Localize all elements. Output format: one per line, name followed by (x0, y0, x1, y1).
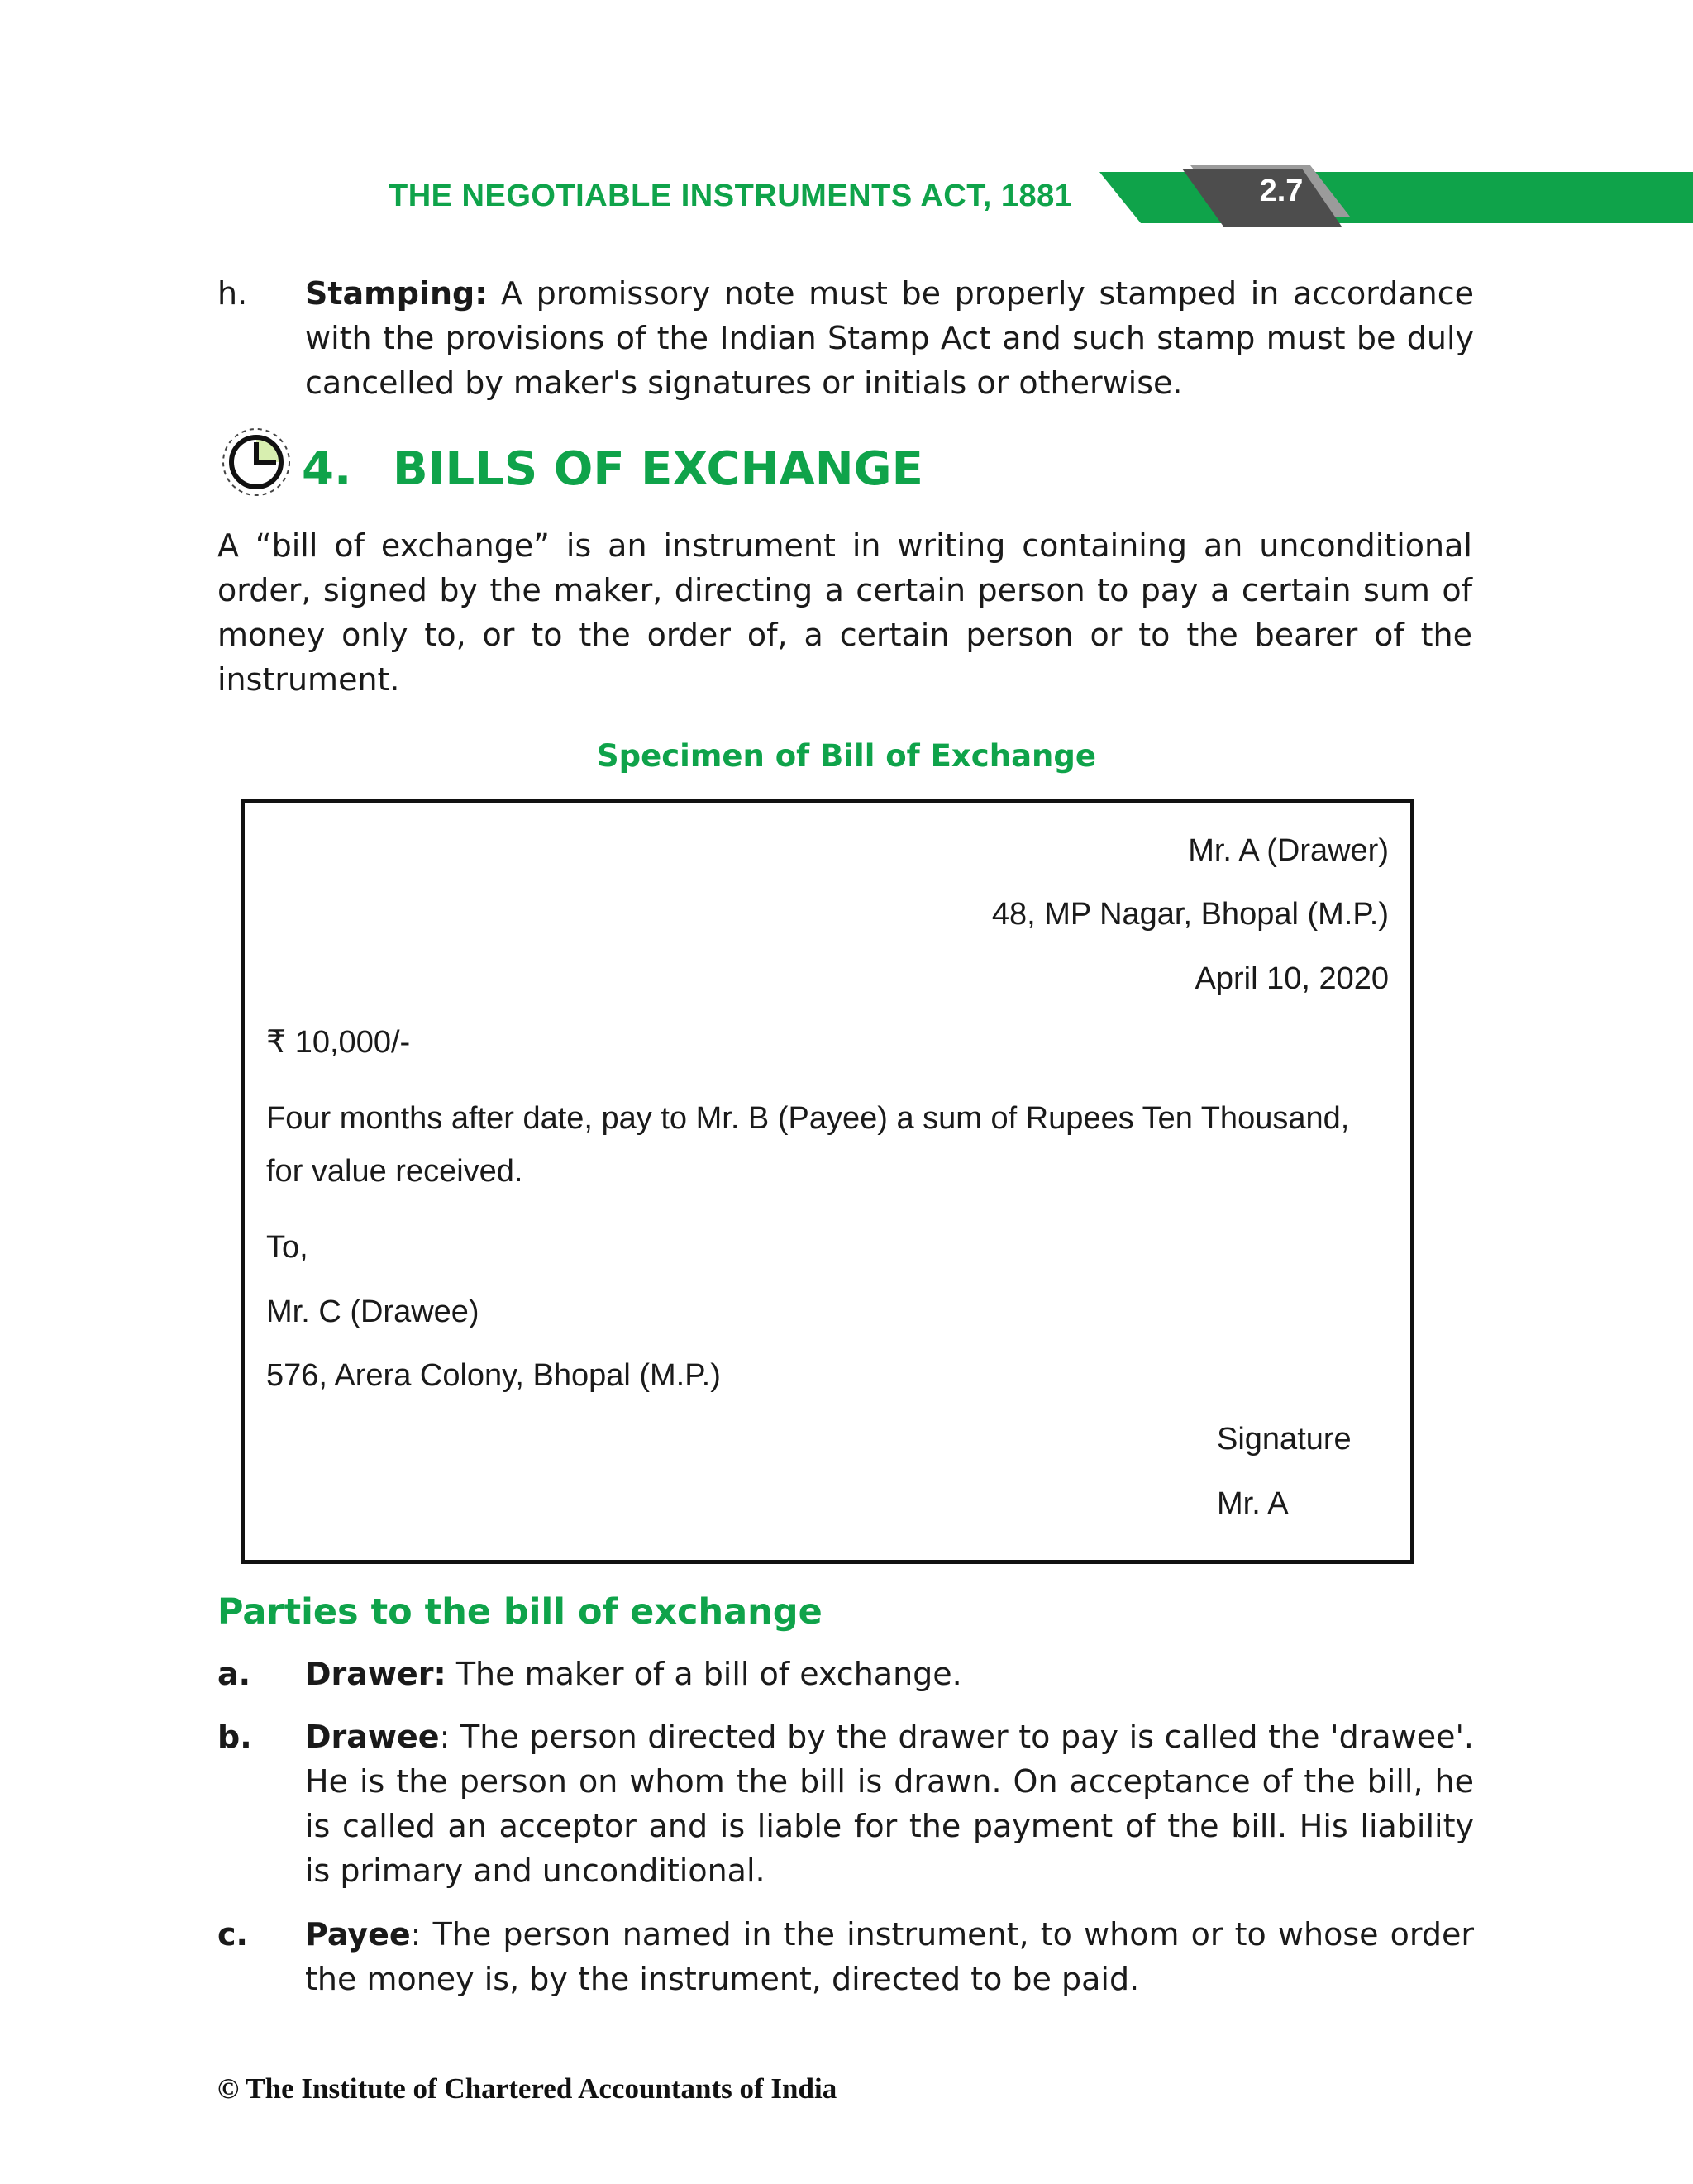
bill-body-line-1: Four months after date, pay to Mr. B (Payee) a sum of Rupees Ten Thousand, (266, 1101, 1350, 1136)
bill-to: To, (266, 1230, 308, 1265)
running-header-title: THE NEGOTIABLE INSTRUMENTS ACT, 1881 (389, 179, 1073, 213)
parties-heading: Parties to the bill of exchange (217, 1591, 823, 1633)
item-text: The maker of a bill of exchange. (446, 1656, 962, 1692)
bill-date: April 10, 2020 (1195, 961, 1389, 996)
item-term: Stamping: (305, 275, 488, 312)
header-ribbon (1099, 165, 1693, 231)
bill-body-line-2: for value received. (266, 1154, 523, 1189)
bill-amount: ₹ 10,000/- (266, 1025, 411, 1060)
section-heading (302, 442, 923, 496)
specimen-title: Specimen of Bill of Exchange (597, 738, 1096, 774)
item-text: : The person directed by the drawer to pay is called the 'drawee'. He is the person on whom the bill is drawn. On acceptance of the bill, he is called an acceptor and is liable for the payment of the bill. His liability is primary and unconditional. (305, 1719, 1474, 1889)
item-term: Drawer: (305, 1656, 446, 1692)
copyright-footer: © The Institute of Chartered Accountants of India (217, 2072, 837, 2105)
drawer-address: 48, MP Nagar, Bhopal (M.P.) (991, 897, 1389, 932)
item-marker: h. (217, 275, 248, 312)
list-item (217, 1652, 1474, 1696)
bill-specimen-box (241, 799, 1414, 1564)
drawer-name: Mr. A (Drawer) (1188, 833, 1389, 868)
signer-name: Mr. A (1217, 1486, 1289, 1521)
drawee-name: Mr. C (Drawee) (266, 1295, 479, 1329)
list-item (217, 1714, 1474, 1893)
section-title: BILLS OF EXCHANGE (393, 442, 923, 496)
item-term: Drawee (305, 1719, 440, 1755)
item-marker: c. (217, 1916, 248, 1953)
item-marker: b. (217, 1719, 252, 1755)
clock-chart-icon (217, 426, 296, 500)
item-term: Payee (305, 1916, 411, 1953)
item-text: A promissory note must be properly stamped in accordance with the provisions of the Indian Stamp Act and such stamp must be duly cancelled by maker's signatures or initials or otherwise. (305, 275, 1474, 401)
list-item (217, 1912, 1474, 2001)
section-number: 4. (302, 442, 352, 496)
drawee-address: 576, Arera Colony, Bhopal (M.P.) (266, 1358, 721, 1393)
section-intro: A “bill of exchange” is an instrument in writing containing an unconditional order, signed by the maker, directing a certain person to pay a certain sum of money only to, or to the order of, a certain person or to the bearer of the instrument. (217, 527, 1472, 698)
item-marker: a. (217, 1656, 251, 1692)
item-text: : The person named in the instrument, to whom or to whose order the money is, by the instrument, directed to be paid. (305, 1916, 1474, 1997)
signature-label: Signature (1217, 1422, 1352, 1457)
page-number: 2.7 (1259, 174, 1304, 208)
stamping-item (217, 271, 1474, 405)
